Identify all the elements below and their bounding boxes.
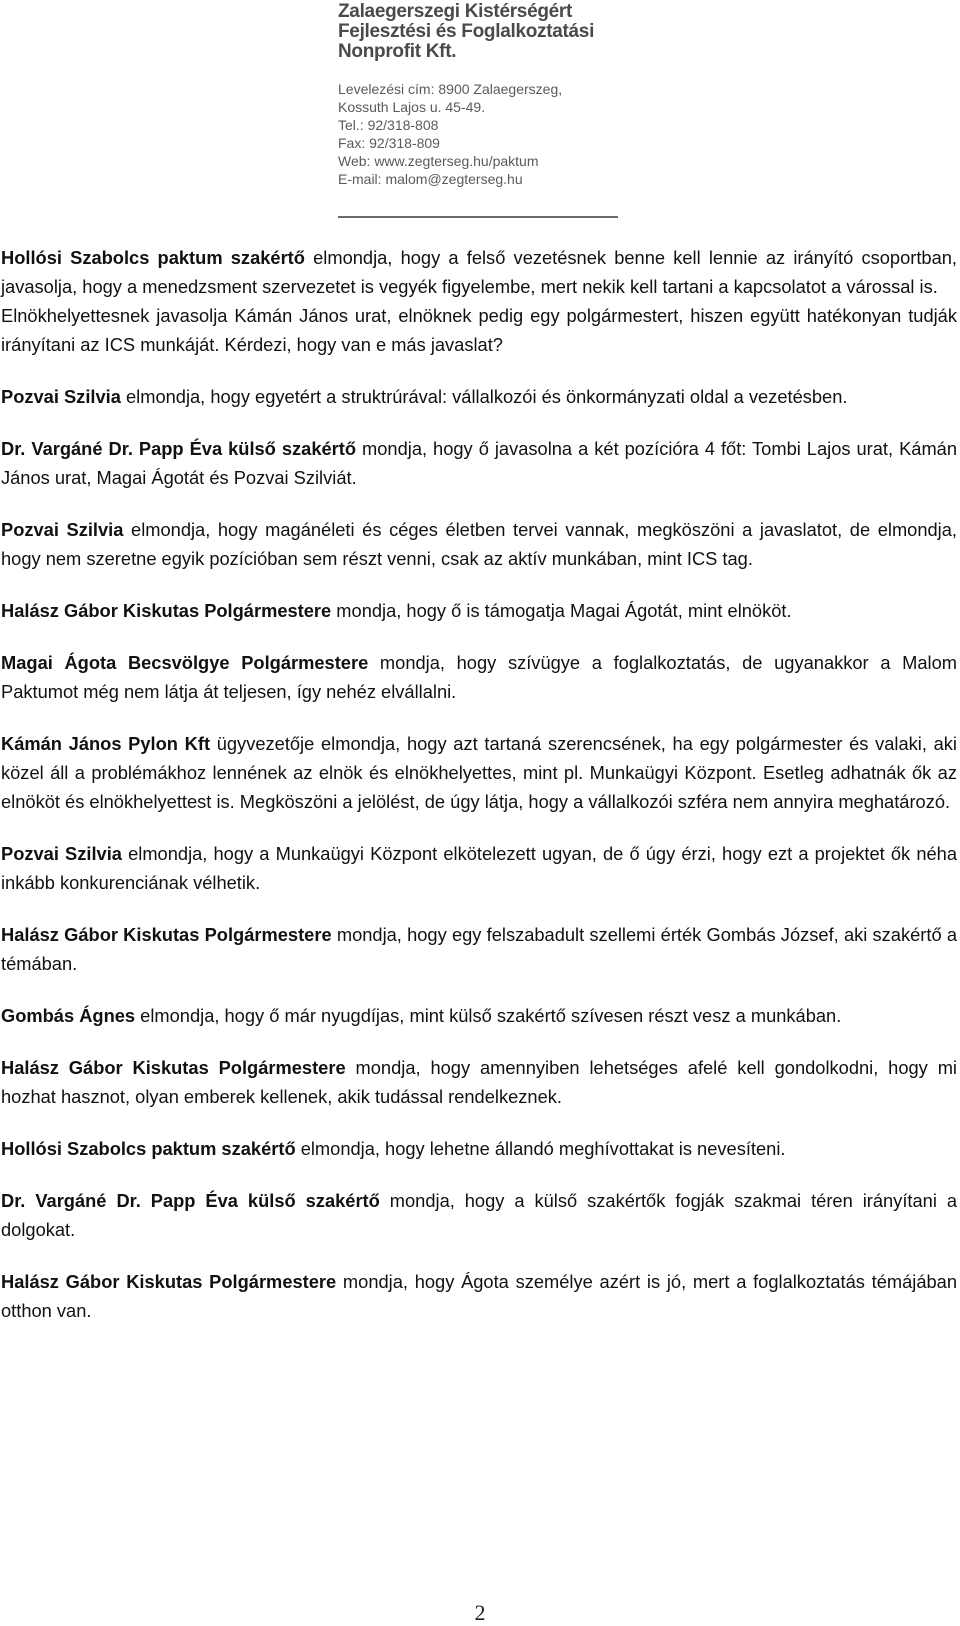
speaker-name: Dr. Vargáné Dr. Papp Éva külső szakértő <box>1 438 357 459</box>
paragraph-text: mondja, hogy szívügye a foglalkoztatás, de ugyanakkor a Malom Paktumot még nem látja át teljesen, így nehéz elvállalni. <box>1 652 958 702</box>
paragraph-text: elmondja, hogy egyetért a struktrúrával: vállalkozói és önkormányzati oldal a vezetésben. <box>120 386 848 407</box>
paragraph-text: mondja, hogy egy felszabadult szellemi érték Gombás József, aki szakértő a témában. <box>1 924 957 974</box>
minutes-paragraph <box>1 648 957 706</box>
org-name-line: Fejlesztési és Foglalkoztatási <box>338 21 595 42</box>
minutes-paragraph <box>1 243 957 301</box>
speaker-name: Kámán János Pylon Kft <box>1 733 211 754</box>
speaker-name: Halász Gábor Kiskutas Polgármestere <box>1 1057 346 1078</box>
speaker-name: Gombás Ágnes <box>1 1005 136 1026</box>
minutes-paragraph <box>1 1186 957 1244</box>
minutes-paragraph <box>1 434 957 492</box>
minutes-paragraph <box>1 729 957 816</box>
speaker-name: Pozvai Szilvia <box>1 843 122 864</box>
page-number: 2 <box>474 1600 486 1625</box>
speaker-name: Halász Gábor Kiskutas Polgármestere <box>1 600 332 621</box>
speaker-name: Dr. Vargáné Dr. Papp Éva külső szakértő <box>1 1190 380 1211</box>
phone-line: Tel.: 92/318-808 <box>338 117 439 133</box>
org-name-line: Zalaegerszegi Kistérségért <box>338 1 573 22</box>
minutes-paragraph <box>1 1053 957 1111</box>
paragraph-text: mondja, hogy ő is támogatja Magai Ágotát, mint elnököt. <box>331 600 792 621</box>
speaker-name: Hollósi Szabolcs paktum szakértő <box>1 247 305 268</box>
letterhead <box>338 0 618 188</box>
speaker-name: Halász Gábor Kiskutas Polgármestere <box>1 1271 337 1292</box>
minutes-paragraph <box>1 382 957 411</box>
org-name-line: Nonprofit Kft. <box>338 41 457 62</box>
minutes-paragraph <box>1 1267 957 1325</box>
paragraph-text: mondja, hogy ő javasolna a két pozícióra 4 főt: Tombi Lajos urat, Kámán János urat, Magai Ágotát és Pozvai Szilviát. <box>1 438 958 488</box>
email-line: E-mail: malom@zegterseg.hu <box>338 171 523 187</box>
paragraph-text: mondja, hogy Ágota személye azért is jó, mert a foglalkoztatás témájában otthon van. <box>1 1271 957 1321</box>
paragraph-text: mondja, hogy amennyiben lehetséges afelé kell gondolkodni, hogy mi hozhat hasznot, olyan emberek kellenek, akik tudással rendelkeznek. <box>1 1057 957 1107</box>
paragraph-text: mondja, hogy a külső szakértők fogják szakmai téren irányítani a dolgokat. <box>1 1190 958 1240</box>
minutes-paragraph <box>1 301 957 359</box>
web-line: Web: www.zegterseg.hu/paktum <box>338 153 539 169</box>
minutes-paragraph <box>1 1134 957 1163</box>
letterhead-divider <box>338 216 618 218</box>
paragraph-text: Elnökhelyettesnek javasolja Kámán János urat, elnöknek pedig egy polgármestert, hiszen együtt hatékonyan tudják irányítani az ICS munkáját. Kérdezi, hogy van e más javaslat? <box>1 305 957 355</box>
paragraph-text: elmondja, hogy a felső vezetésnek benne kell lennie az irányító csoportban, javasolja, hogy a menedzsment szervezetet is vegyék figyelembe, mert nekik kell tartani a kapcsolatot a várossal is. <box>1 247 957 297</box>
minutes-paragraph <box>1 839 957 897</box>
minutes-paragraph <box>1 1001 957 1030</box>
speaker-name: Pozvai Szilvia <box>1 519 124 540</box>
speaker-name: Halász Gábor Kiskutas Polgármestere <box>1 924 332 945</box>
postal-address-line: Levelezési cím: 8900 Zalaegerszeg, <box>338 81 563 97</box>
paragraph-text: elmondja, hogy magánéleti és céges életben tervei vannak, megköszöni a javaslatot, de elmondja, hogy nem szeretne egyik pozícióban sem részt venni, csak az aktív munkában, mint ICS tag. <box>1 519 957 569</box>
paragraph-text: elmondja, hogy lehetne állandó meghívottakat is nevesíteni. <box>295 1138 786 1159</box>
paragraph-text: elmondja, hogy ő már nyugdíjas, mint külső szakértő szívesen részt vesz a munkában. <box>135 1005 842 1026</box>
contact-block <box>338 80 618 188</box>
minutes-paragraph <box>1 920 957 978</box>
minutes-body <box>1 243 957 1348</box>
minutes-paragraph <box>1 515 957 573</box>
paragraph-text: elmondja, hogy a Munkaügyi Központ elkötelezett ugyan, de ő úgy érzi, hogy ezt a projektet ők néha inkább konkurenciának vélhetik. <box>1 843 958 893</box>
fax-line: Fax: 92/318-809 <box>338 135 440 151</box>
paragraph-text: ügyvezetője elmondja, hogy azt tartaná szerencsének, ha egy polgármester és valaki, aki közel áll a problémákhoz lennének az elnök és elnökhelyettes, mint pl. Munkaügyi Központ. Esetleg adhatnák ők az elnököt és elnökhelyettest is. Megköszöni a jelölést, de úgy látja, hogy a vállalkozói szféra nem annyira meghatározó. <box>1 733 957 812</box>
speaker-name: Magai Ágota Becsvölgye Polgármestere <box>1 652 369 673</box>
speaker-name: Hollósi Szabolcs paktum szakértő <box>1 1138 296 1159</box>
speaker-name: Pozvai Szilvia <box>1 386 121 407</box>
minutes-paragraph <box>1 596 957 625</box>
street-address-line: Kossuth Lajos u. 45-49. <box>338 99 486 115</box>
